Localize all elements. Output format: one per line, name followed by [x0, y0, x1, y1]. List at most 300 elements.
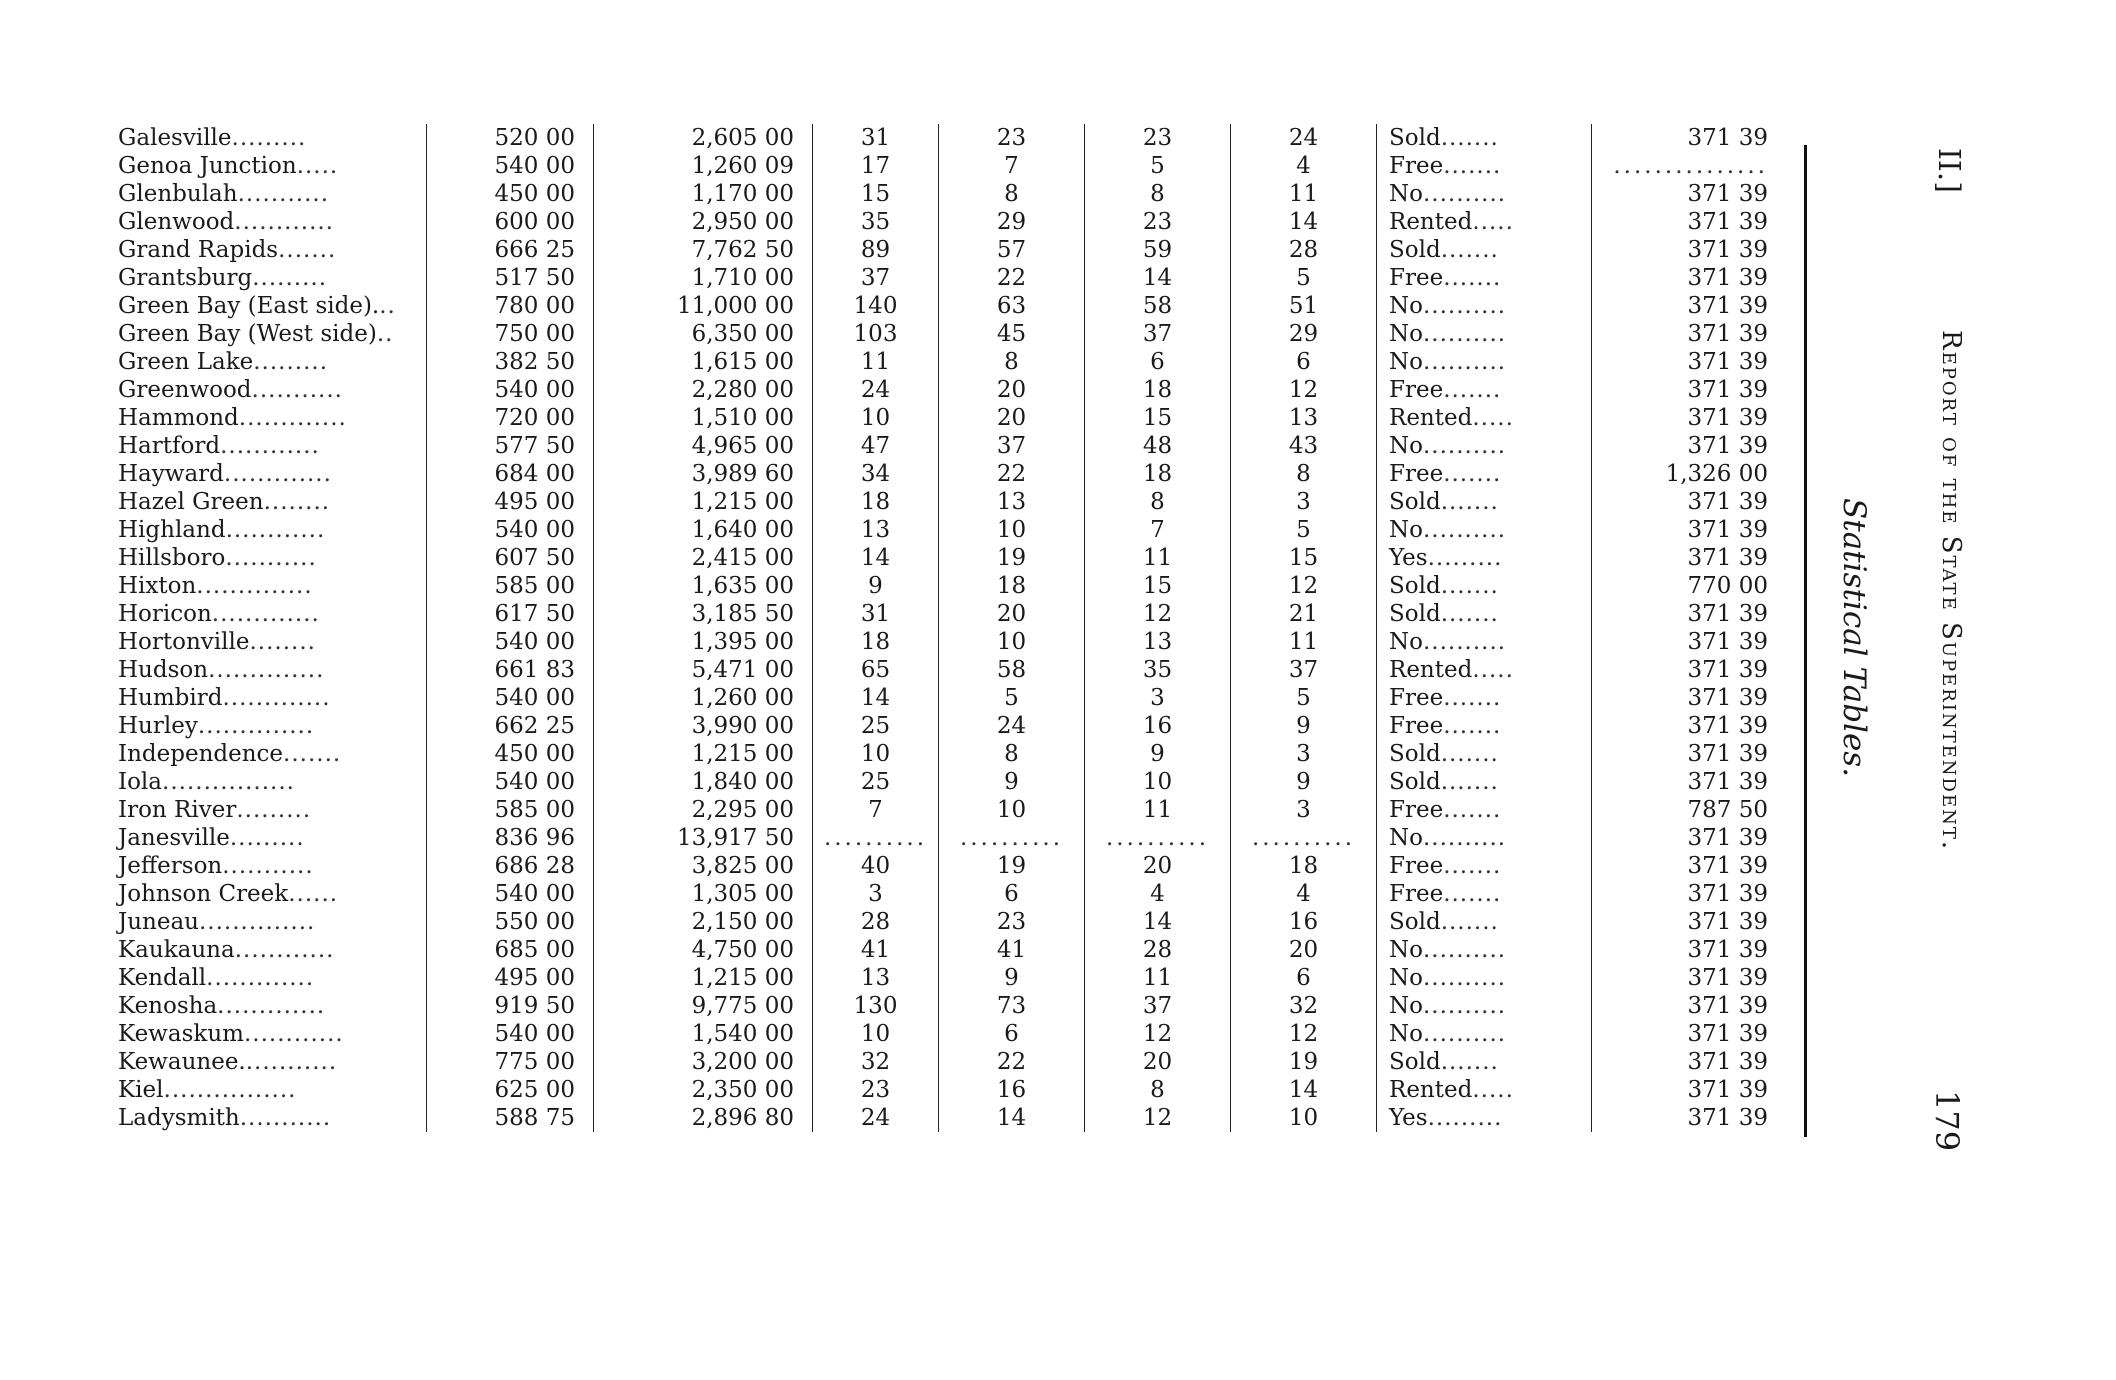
table-row — [112, 124, 1788, 152]
status-value-cell — [1377, 264, 1592, 292]
count-col-1: 31 — [860, 125, 891, 151]
place-name-cell — [112, 908, 427, 936]
count-col-1-cell — [813, 124, 939, 152]
leader-dots: ....... — [1443, 685, 1502, 711]
leader-dots: ....... — [1440, 125, 1499, 151]
place-name-cell — [112, 376, 427, 404]
count-col-4-cell — [1231, 656, 1377, 684]
salary-value-cell — [427, 488, 594, 516]
table-row — [112, 488, 1788, 516]
place-name-cell — [112, 180, 427, 208]
table-row — [112, 460, 1788, 488]
amount-value-cell — [1592, 768, 1789, 796]
count-col-4: 14 — [1288, 1077, 1319, 1103]
count-col-3-cell — [1085, 152, 1231, 180]
count-col-1: 18 — [860, 629, 891, 655]
place-name-cell — [112, 124, 427, 152]
place-name: Kewaunee. — [118, 1049, 246, 1075]
count-col-4: 16 — [1288, 909, 1319, 935]
count-col-1-cell — [813, 572, 939, 600]
count-col-1: 24 — [860, 1105, 891, 1131]
place-name-cell — [112, 1020, 427, 1048]
count-col-3-cell — [1085, 656, 1231, 684]
salary-value: 495 00 — [494, 965, 575, 991]
salary-value: 685 00 — [494, 937, 575, 963]
place-name: Kiel — [118, 1077, 164, 1103]
salary-value: 775 00 — [494, 1049, 575, 1075]
count-col-1-cell — [813, 852, 939, 880]
count-col-2: 16 — [996, 1077, 1027, 1103]
place-name-cell — [112, 348, 427, 376]
amount-value-cell — [1592, 628, 1789, 656]
leader-dots: ............ — [234, 937, 335, 963]
place-name: Jefferson — [118, 853, 223, 879]
leader-dots: .......... — [1422, 321, 1507, 347]
place-name-cell — [112, 516, 427, 544]
salary-value-cell — [427, 292, 594, 320]
count-col-4: 3 — [1296, 489, 1311, 515]
total-value-cell — [594, 572, 813, 600]
total-value-cell — [594, 264, 813, 292]
total-value: 2,896 80 — [691, 1105, 794, 1131]
amount-value-cell — [1592, 348, 1789, 376]
place-name: Glenwood — [118, 209, 235, 235]
salary-value-cell — [427, 544, 594, 572]
salary-value-cell — [427, 964, 594, 992]
count-col-3: 7 — [1150, 517, 1165, 543]
status-value: Rented — [1389, 405, 1473, 431]
table-row — [112, 376, 1788, 404]
count-col-3-cell — [1085, 768, 1231, 796]
leader-dots: ....... — [1443, 881, 1502, 907]
salary-value: 662 25 — [494, 713, 575, 739]
count-col-3: 28 — [1142, 937, 1173, 963]
count-col-4: 12 — [1288, 377, 1319, 403]
amount-value-cell — [1592, 516, 1789, 544]
count-col-1: 10 — [860, 1021, 891, 1047]
salary-value-cell — [427, 628, 594, 656]
count-col-4-cell — [1231, 740, 1377, 768]
salary-value-cell — [427, 824, 594, 852]
amount-value: 371 39 — [1687, 545, 1768, 571]
total-value-cell — [594, 964, 813, 992]
count-col-4: 37 — [1288, 657, 1319, 683]
salary-value-cell — [427, 152, 594, 180]
count-col-3: 3 — [1150, 685, 1165, 711]
leader-dots: .......... — [1422, 993, 1507, 1019]
leader-dots: .......... — [1422, 349, 1507, 375]
table-row — [112, 684, 1788, 712]
total-value-cell — [594, 656, 813, 684]
count-col-1-cell — [813, 656, 939, 684]
status-value: Sold — [1389, 601, 1441, 627]
salary-value-cell — [427, 180, 594, 208]
count-col-2-cell — [939, 992, 1085, 1020]
amount-value-cell — [1592, 1048, 1789, 1076]
total-value: 1,170 00 — [691, 181, 794, 207]
count-col-2-cell — [939, 488, 1085, 516]
place-name: Green Bay (West side) — [118, 321, 377, 347]
count-col-2-cell — [939, 880, 1085, 908]
status-value-cell — [1377, 908, 1592, 936]
count-col-3-cell — [1085, 404, 1231, 432]
leader-dots: ...... — [288, 881, 339, 907]
status-value-cell — [1377, 432, 1592, 460]
count-col-2: 8 — [1004, 181, 1019, 207]
table-row — [112, 320, 1788, 348]
salary-value: 585 00 — [494, 797, 575, 823]
place-name: Greenwood — [118, 377, 252, 403]
count-col-2-cell — [939, 1048, 1085, 1076]
count-col-2: 45 — [996, 321, 1027, 347]
count-col-1: 3 — [868, 881, 883, 907]
salary-value: 450 00 — [494, 741, 575, 767]
count-col-3-cell — [1085, 264, 1231, 292]
amount-value: 371 39 — [1687, 657, 1768, 683]
count-col-4-cell — [1231, 796, 1377, 824]
salary-value-cell — [427, 880, 594, 908]
count-col-2-cell — [939, 712, 1085, 740]
count-col-3: 12 — [1142, 1105, 1173, 1131]
total-value-cell — [594, 236, 813, 264]
amount-value: 371 39 — [1687, 489, 1768, 515]
leader-dots: ............ — [220, 433, 320, 459]
table-row — [112, 964, 1788, 992]
amount-value-cell — [1592, 908, 1789, 936]
count-col-2: 10 — [996, 629, 1027, 655]
count-col-4-cell — [1231, 824, 1377, 852]
place-name-cell — [112, 264, 427, 292]
count-col-2: 19 — [996, 545, 1027, 571]
count-col-1-cell — [813, 404, 939, 432]
salary-value: 720 00 — [494, 405, 575, 431]
count-col-4: 5 — [1296, 517, 1311, 543]
count-col-3-cell — [1085, 684, 1231, 712]
status-value: Sold — [1389, 1049, 1441, 1075]
count-col-2: 6 — [1004, 1021, 1019, 1047]
count-col-2-cell — [939, 600, 1085, 628]
count-col-1-cell — [813, 992, 939, 1020]
total-value: 2,280 00 — [691, 377, 794, 403]
salary-value-cell — [427, 1020, 594, 1048]
leader-dots: .......... — [1422, 433, 1507, 459]
total-value-cell — [594, 432, 813, 460]
count-col-2-cell — [939, 1020, 1085, 1048]
count-col-2-cell — [939, 404, 1085, 432]
salary-value-cell — [427, 600, 594, 628]
place-name: Kaukauna — [118, 937, 235, 963]
count-col-3-cell — [1085, 180, 1231, 208]
table-row — [112, 264, 1788, 292]
count-col-2-cell — [939, 684, 1085, 712]
count-col-4-cell — [1231, 152, 1377, 180]
count-col-4: 13 — [1288, 405, 1319, 431]
count-col-2: 24 — [996, 713, 1027, 739]
leader-dots: ......... — [1427, 1105, 1503, 1131]
status-value-cell — [1377, 320, 1592, 348]
place-name: Hixton — [118, 573, 197, 599]
count-col-1-cell — [813, 936, 939, 964]
place-name: Hillsboro — [118, 545, 226, 571]
count-col-1-cell — [813, 264, 939, 292]
count-col-1-cell — [813, 628, 939, 656]
leader-dots: ........... — [251, 377, 343, 403]
total-value-cell — [594, 852, 813, 880]
status-value-cell — [1377, 1020, 1592, 1048]
count-col-2-cell — [939, 628, 1085, 656]
leader-dots: ........... — [239, 1105, 332, 1131]
empty-leader-dots: .......... — [1251, 825, 1356, 851]
status-value-cell — [1377, 1048, 1592, 1076]
status-value: No — [1389, 433, 1423, 459]
place-name-cell — [112, 236, 427, 264]
count-col-4-cell — [1231, 628, 1377, 656]
place-name: Horicon — [118, 601, 212, 627]
count-col-4-cell — [1231, 1104, 1377, 1132]
count-col-4-cell — [1231, 908, 1377, 936]
count-col-2-cell — [939, 292, 1085, 320]
total-value-cell — [594, 460, 813, 488]
leader-dots: ......... — [253, 349, 329, 375]
leader-dots: ........... — [222, 853, 314, 879]
count-col-3: 23 — [1142, 209, 1173, 235]
count-col-1-cell — [813, 908, 939, 936]
count-col-3: 16 — [1142, 713, 1173, 739]
count-col-3: 8 — [1150, 181, 1165, 207]
salary-value-cell — [427, 572, 594, 600]
place-name-cell — [112, 712, 427, 740]
status-value-cell — [1377, 236, 1592, 264]
amount-value: 371 39 — [1687, 1105, 1768, 1131]
salary-value-cell — [427, 936, 594, 964]
salary-value-cell — [427, 208, 594, 236]
page-number: 179 — [1928, 1090, 1966, 1152]
place-name: Grand Rapids — [118, 237, 279, 263]
count-col-1: 35 — [860, 209, 891, 235]
count-col-3: 6 — [1150, 349, 1165, 375]
status-value-cell — [1377, 992, 1592, 1020]
place-name: Hudson — [118, 657, 209, 683]
place-name: Hazel Green — [118, 489, 264, 515]
salary-value-cell — [427, 516, 594, 544]
status-value: Rented — [1389, 209, 1473, 235]
count-col-2-cell — [939, 768, 1085, 796]
count-col-4: 6 — [1296, 965, 1311, 991]
place-name-cell — [112, 656, 427, 684]
amount-value-cell — [1592, 964, 1789, 992]
count-col-3-cell — [1085, 1020, 1231, 1048]
count-col-2-cell — [939, 964, 1085, 992]
count-col-4-cell — [1231, 376, 1377, 404]
amount-value-cell — [1592, 656, 1789, 684]
salary-value-cell — [427, 852, 594, 880]
leader-dots: ..... — [1472, 405, 1514, 431]
status-value: No — [1389, 993, 1423, 1019]
count-col-3: 23 — [1142, 125, 1173, 151]
table-row — [112, 432, 1788, 460]
leader-dots: ....... — [1443, 153, 1502, 179]
leader-dots: ........... — [237, 181, 329, 207]
table-row — [112, 712, 1788, 740]
salary-value: 540 00 — [494, 517, 575, 543]
count-col-4-cell — [1231, 404, 1377, 432]
count-col-1: 13 — [860, 965, 891, 991]
total-value-cell — [594, 628, 813, 656]
running-header: Report of the State Superintendent. — [1936, 330, 1966, 852]
amount-value-cell — [1592, 852, 1789, 880]
salary-value: 836 96 — [494, 825, 575, 851]
count-col-3: 35 — [1142, 657, 1173, 683]
count-col-4-cell — [1231, 124, 1377, 152]
total-value-cell — [594, 824, 813, 852]
leader-dots: .......... — [1422, 1021, 1507, 1047]
count-col-3-cell — [1085, 432, 1231, 460]
count-col-4-cell — [1231, 1048, 1377, 1076]
status-value: Yes — [1389, 545, 1428, 571]
salary-value-cell — [427, 236, 594, 264]
statistics-table — [112, 124, 1788, 1132]
count-col-3: 20 — [1142, 1049, 1173, 1075]
leader-dots: ............. — [238, 405, 347, 431]
count-col-2-cell — [939, 656, 1085, 684]
total-value-cell — [594, 544, 813, 572]
total-value: 1,305 00 — [691, 881, 794, 907]
table-row — [112, 908, 1788, 936]
count-col-4: 3 — [1296, 797, 1311, 823]
count-col-2-cell — [939, 264, 1085, 292]
salary-value-cell — [427, 124, 594, 152]
count-col-2-cell — [939, 320, 1085, 348]
place-name-cell — [112, 1076, 427, 1104]
leader-dots: ............ — [225, 517, 326, 543]
amount-value: 371 39 — [1687, 853, 1768, 879]
leader-dots: .. — [376, 321, 394, 347]
total-value-cell — [594, 1076, 813, 1104]
count-col-4-cell — [1231, 1020, 1377, 1048]
leader-dots: ....... — [1443, 853, 1502, 879]
salary-value: 600 00 — [494, 209, 575, 235]
amount-value-cell — [1592, 152, 1789, 180]
count-col-4-cell — [1231, 964, 1377, 992]
amount-value: 787 50 — [1687, 797, 1768, 823]
total-value: 1,510 00 — [691, 405, 794, 431]
count-col-4-cell — [1231, 684, 1377, 712]
salary-value-cell — [427, 376, 594, 404]
place-name: Highland — [118, 517, 226, 543]
amount-value: 371 39 — [1687, 265, 1768, 291]
count-col-1: 41 — [860, 937, 891, 963]
status-value: Free — [1389, 713, 1444, 739]
total-value: 3,989 60 — [691, 461, 794, 487]
count-col-1: 140 — [853, 293, 898, 319]
count-col-1: 37 — [860, 265, 891, 291]
leader-dots: ....... — [1440, 1049, 1499, 1075]
salary-value: 540 00 — [494, 769, 575, 795]
count-col-2-cell — [939, 208, 1085, 236]
status-value: Sold — [1389, 125, 1441, 151]
leader-dots: ....... — [1443, 797, 1502, 823]
place-name: Kewaskum — [118, 1021, 244, 1047]
leader-dots: .......... — [1422, 181, 1507, 207]
amount-value: 371 39 — [1687, 237, 1768, 263]
leader-dots: ............. — [223, 461, 332, 487]
count-col-1-cell — [813, 460, 939, 488]
count-col-4-cell — [1231, 180, 1377, 208]
total-value-cell — [594, 880, 813, 908]
amount-value: 371 39 — [1687, 377, 1768, 403]
total-value: 3,185 50 — [691, 601, 794, 627]
salary-value: 666 25 — [494, 237, 575, 263]
section-subtitle: Statistical Tables. — [1836, 498, 1872, 778]
count-col-2-cell — [939, 180, 1085, 208]
status-value: No — [1389, 937, 1423, 963]
count-col-3: 11 — [1142, 965, 1173, 991]
count-col-1-cell — [813, 1020, 939, 1048]
status-value: Free — [1389, 685, 1444, 711]
count-col-4: 4 — [1296, 881, 1311, 907]
leader-dots: .......... — [1422, 629, 1507, 655]
salary-value: 540 00 — [494, 685, 575, 711]
count-col-3-cell — [1085, 600, 1231, 628]
count-col-3: 14 — [1142, 265, 1173, 291]
place-name: Hammond — [118, 405, 239, 431]
salary-value: 607 50 — [494, 545, 575, 571]
total-value: 1,395 00 — [691, 629, 794, 655]
count-col-4-cell — [1231, 348, 1377, 376]
leader-dots: .. — [379, 293, 396, 319]
total-value: 3,200 00 — [691, 1049, 794, 1075]
count-col-1-cell — [813, 376, 939, 404]
place-name-cell — [112, 768, 427, 796]
count-col-1: 14 — [860, 545, 891, 571]
total-value: 7,762 50 — [691, 237, 794, 263]
status-value-cell — [1377, 628, 1592, 656]
status-value-cell — [1377, 544, 1592, 572]
count-col-3-cell — [1085, 628, 1231, 656]
status-value: Sold — [1389, 489, 1441, 515]
status-value: Free — [1389, 461, 1444, 487]
count-col-1: 10 — [860, 405, 891, 431]
amount-value-cell — [1592, 600, 1789, 628]
place-name: Hartford — [118, 433, 221, 459]
total-value: 1,215 00 — [691, 489, 794, 515]
amount-value: 371 39 — [1687, 349, 1768, 375]
status-value-cell — [1377, 712, 1592, 740]
count-col-4: 28 — [1288, 237, 1319, 263]
count-col-3-cell — [1085, 1048, 1231, 1076]
leader-dots: ........ — [249, 629, 316, 655]
total-value: 3,825 00 — [691, 853, 794, 879]
count-col-2: 41 — [996, 937, 1027, 963]
leader-dots: .......... — [1422, 965, 1507, 991]
place-name-cell — [112, 880, 427, 908]
count-col-3: 12 — [1142, 1021, 1173, 1047]
count-col-4-cell — [1231, 1076, 1377, 1104]
count-col-4-cell — [1231, 936, 1377, 964]
leader-dots: ....... — [278, 237, 337, 263]
count-col-3-cell — [1085, 488, 1231, 516]
amount-value: 371 39 — [1687, 993, 1768, 1019]
count-col-1: 40 — [860, 853, 891, 879]
leader-dots: ......... — [1427, 545, 1503, 571]
place-name-cell — [112, 572, 427, 600]
amount-value: 371 39 — [1687, 293, 1768, 319]
count-col-4: 21 — [1288, 601, 1319, 627]
place-name-cell — [112, 544, 427, 572]
count-col-3-cell — [1085, 964, 1231, 992]
leader-dots: .......... — [1422, 825, 1507, 851]
total-value-cell — [594, 1048, 813, 1076]
